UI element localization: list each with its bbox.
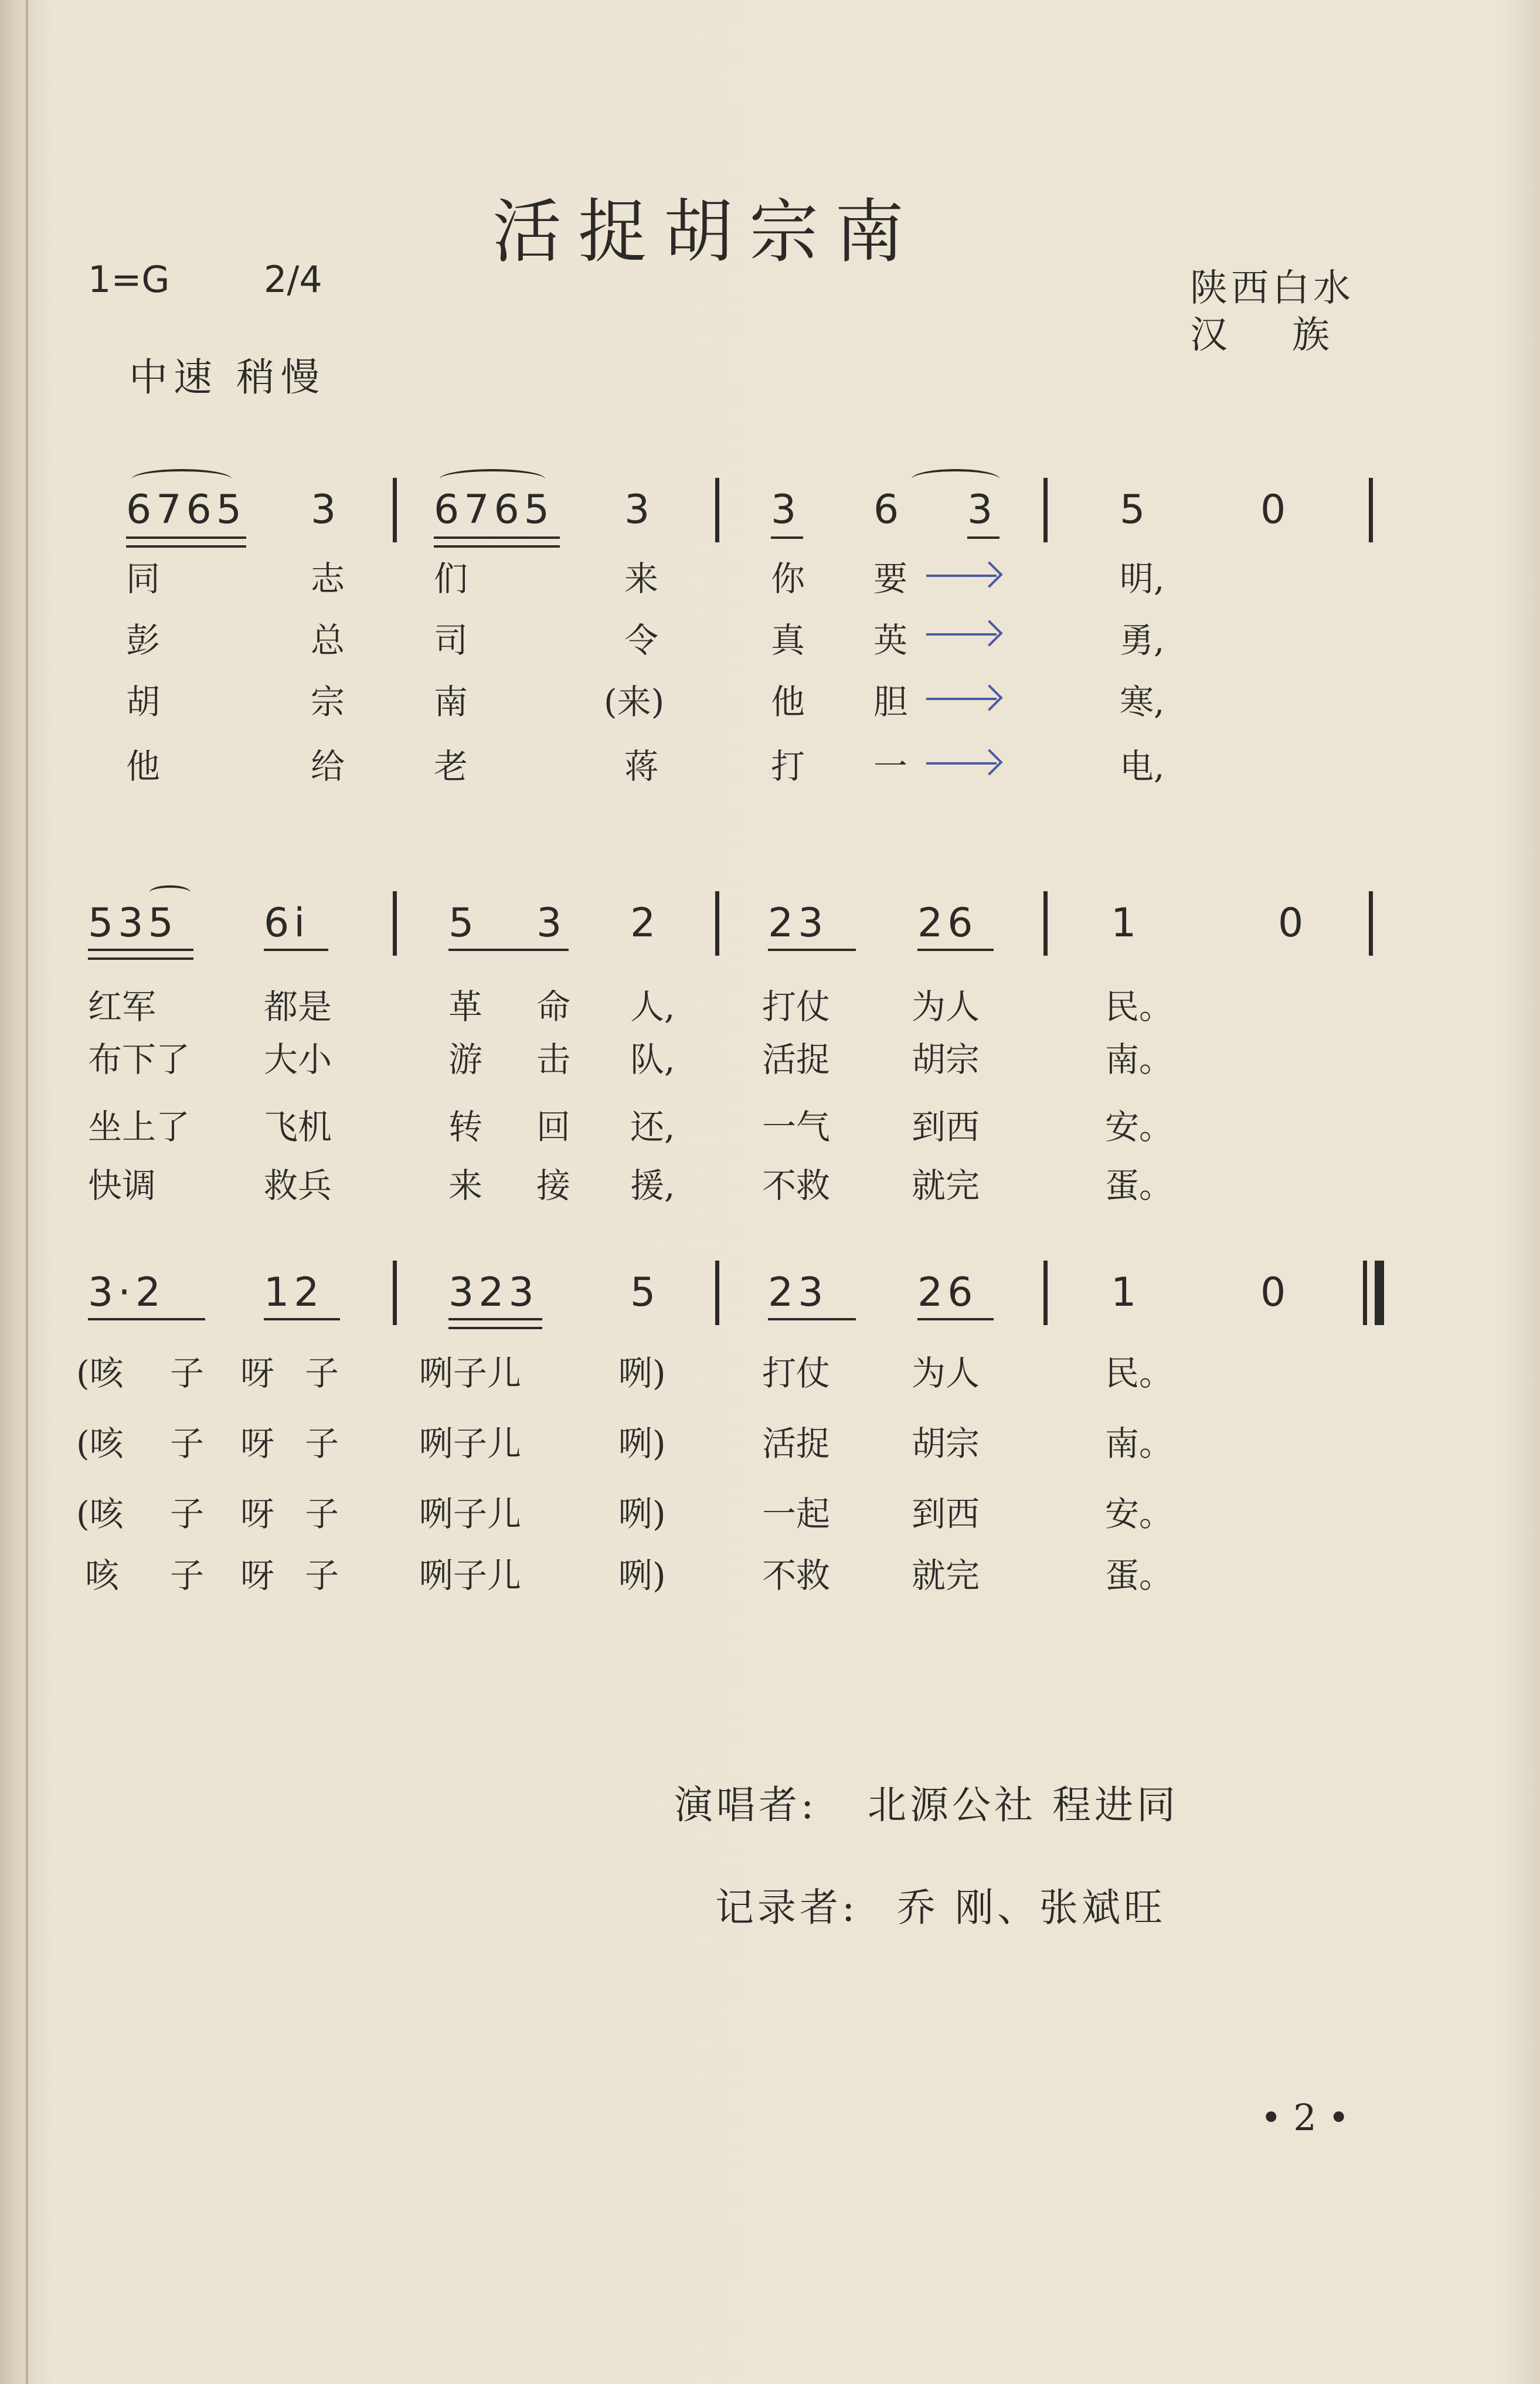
bar-line <box>393 478 397 542</box>
note-group: 0 <box>1278 900 1308 946</box>
page-number: • 2 • <box>1260 2096 1350 2139</box>
duration-underline <box>967 536 1000 539</box>
lyric: 人, <box>630 987 675 1027</box>
song-origin: 陕西白水 <box>1190 267 1354 310</box>
note-group: 6765 <box>126 487 247 533</box>
duration-underline <box>264 949 328 951</box>
bar-line <box>1043 478 1048 542</box>
bar-line <box>393 1261 397 1325</box>
lyric: 坐上了 <box>88 1107 191 1147</box>
bar-line <box>1369 478 1373 542</box>
slur-mark <box>440 469 545 489</box>
slur-mark <box>912 469 1000 489</box>
slur-mark <box>149 885 191 899</box>
note-group: 26 <box>917 1269 978 1316</box>
note-group: 0 <box>1260 487 1291 533</box>
lyric: 民。 <box>1105 1353 1174 1393</box>
duration-underline <box>768 1318 856 1320</box>
lyric: 咧子儿 <box>419 1424 522 1463</box>
lyric: 来 <box>624 559 659 599</box>
lyric: 子 <box>170 1494 205 1534</box>
lyric: 电, <box>1120 746 1165 786</box>
note-group: 26 <box>917 900 978 946</box>
lyric: 宗 <box>311 682 345 722</box>
lyric: (来) <box>604 682 665 722</box>
lyric: 呀 <box>240 1556 275 1595</box>
lyric: 蛋。 <box>1105 1166 1174 1205</box>
note-group: 3·2 <box>88 1269 166 1316</box>
lyric: 援, <box>630 1166 675 1205</box>
lyric: 咧子儿 <box>419 1556 522 1595</box>
lyric: 子 <box>305 1494 339 1534</box>
lyric: 活捉 <box>762 1424 831 1463</box>
lyric: 南。 <box>1105 1040 1174 1079</box>
lyric: 打 <box>771 746 805 786</box>
duration-underline <box>917 1318 994 1320</box>
lyric: 快调 <box>88 1166 157 1205</box>
lyric: 呀 <box>240 1424 275 1463</box>
lyric: 你 <box>771 559 805 599</box>
lyric: 活捉 <box>762 1040 831 1079</box>
note-group: 3 <box>624 487 655 533</box>
note-group: 23 <box>768 900 828 946</box>
lyric: 大小 <box>264 1040 332 1079</box>
lyric: 就完 <box>912 1556 980 1595</box>
melisma-arrow <box>926 762 997 765</box>
duration-underline <box>448 949 569 951</box>
time-signature: 2/4 <box>264 258 322 301</box>
lyric: 接 <box>536 1166 571 1205</box>
lyric: 寒, <box>1120 682 1165 722</box>
note-group: 1 <box>1111 900 1141 946</box>
lyric: 子 <box>170 1424 205 1463</box>
lyric: (咳 <box>76 1353 124 1393</box>
bar-line <box>1043 891 1048 956</box>
lyric: 民。 <box>1105 987 1174 1027</box>
lyric: 转 <box>448 1107 483 1147</box>
lyric: 飞机 <box>264 1107 332 1147</box>
lyric: 不救 <box>762 1166 831 1205</box>
lyric: 子 <box>305 1424 339 1463</box>
duration-underline <box>917 949 994 951</box>
note-group: 6i <box>264 900 310 946</box>
note-group: 323 <box>448 1269 539 1316</box>
lyric: 子 <box>305 1353 339 1393</box>
lyric: 救兵 <box>264 1166 332 1205</box>
note-group: 3 <box>771 487 801 533</box>
song-title: 活捉胡宗南 <box>492 191 921 272</box>
lyric: 给 <box>311 746 345 786</box>
lyric: 南 <box>434 682 468 722</box>
lyric: 要 <box>873 559 908 599</box>
key-signature: 1=G <box>88 258 170 301</box>
lyric: 打仗 <box>762 1353 831 1393</box>
lyric: 游 <box>448 1040 483 1079</box>
note-group: 6765 <box>434 487 555 533</box>
lyric: 到西 <box>912 1107 980 1147</box>
melisma-arrow <box>926 575 997 577</box>
tempo-marking: 中速 稍慢 <box>129 355 325 400</box>
lyric: 就完 <box>912 1166 980 1205</box>
lyric: 到西 <box>912 1494 980 1534</box>
bar-line <box>715 478 719 542</box>
lyric: 安。 <box>1105 1494 1174 1534</box>
lyric: 咧子儿 <box>419 1353 522 1393</box>
duration-underline <box>126 545 246 548</box>
final-bar-line-thin <box>1363 1261 1367 1325</box>
note-group: 3 <box>536 900 567 946</box>
singer-name: 北源公社 程进同 <box>868 1782 1179 1828</box>
lyric: 红军 <box>88 987 157 1027</box>
lyric: 胡 <box>126 682 161 722</box>
singer-label: 演唱者: <box>674 1782 818 1828</box>
note-group: 6 <box>873 487 904 533</box>
note-group: 535 <box>88 900 178 946</box>
lyric: 呀 <box>240 1353 275 1393</box>
bar-line <box>715 1261 719 1325</box>
lyric: 命 <box>536 987 571 1027</box>
lyric: 咳 <box>85 1556 120 1595</box>
lyric: 一气 <box>762 1107 831 1147</box>
lyric: 勇, <box>1120 620 1165 660</box>
lyric: 他 <box>126 746 161 786</box>
lyric: 他 <box>771 682 805 722</box>
duration-underline <box>771 536 803 539</box>
recorder-names: 乔 刚、张斌旺 <box>897 1885 1166 1930</box>
note-group: 2 <box>630 900 661 946</box>
slur-mark <box>132 469 232 489</box>
lyric: 蛋。 <box>1105 1556 1174 1595</box>
lyric: 一 <box>873 746 908 786</box>
duration-underline <box>448 1327 542 1329</box>
lyric: 子 <box>305 1556 339 1595</box>
duration-underline <box>434 536 560 539</box>
duration-underline <box>88 1318 205 1320</box>
lyric: 明, <box>1120 559 1165 599</box>
lyric: 打仗 <box>762 987 831 1027</box>
lyric: 咧) <box>618 1424 666 1463</box>
duration-underline <box>448 1318 542 1320</box>
lyric: 们 <box>434 559 468 599</box>
lyric: 志 <box>311 559 345 599</box>
lyric: 咧) <box>618 1494 666 1534</box>
bar-line <box>393 891 397 956</box>
note-group: 12 <box>264 1269 324 1316</box>
lyric: 胡宗 <box>912 1040 980 1079</box>
lyric: 还, <box>630 1107 675 1147</box>
lyric: 总 <box>311 620 345 660</box>
final-bar-line-thick <box>1375 1261 1384 1325</box>
note-group: 23 <box>768 1269 828 1316</box>
ethnic-group: 汉族 <box>1190 314 1394 357</box>
lyric: 安。 <box>1105 1107 1174 1147</box>
duration-underline <box>88 949 193 951</box>
lyric: 呀 <box>240 1494 275 1534</box>
note-group: 5 <box>630 1269 661 1316</box>
lyric: 来 <box>448 1166 483 1205</box>
lyric: 队, <box>630 1040 675 1079</box>
lyric: 司 <box>434 620 468 660</box>
page-spine <box>26 0 28 2384</box>
lyric: (咳 <box>76 1424 124 1463</box>
duration-underline <box>126 536 246 539</box>
lyric: 胆 <box>873 682 908 722</box>
note-group: 3 <box>967 487 998 533</box>
lyric: 革 <box>448 987 483 1027</box>
note-group: 3 <box>311 487 341 533</box>
lyric: 真 <box>771 620 805 660</box>
lyric: 蒋 <box>624 746 659 786</box>
lyric: 彭 <box>126 620 161 660</box>
lyric: 为人 <box>912 987 980 1027</box>
lyric: 咧子儿 <box>419 1494 522 1534</box>
lyric: 子 <box>170 1556 205 1595</box>
note-group: 0 <box>1260 1269 1291 1316</box>
lyric: 回 <box>536 1107 571 1147</box>
lyric: 老 <box>434 746 468 786</box>
lyric: 不救 <box>762 1556 831 1595</box>
lyric: 都是 <box>264 987 332 1027</box>
duration-underline <box>88 957 193 960</box>
bar-line <box>715 891 719 956</box>
lyric: 胡宗 <box>912 1424 980 1463</box>
note-group: 1 <box>1111 1269 1141 1316</box>
bar-line <box>1369 891 1373 956</box>
lyric: 南。 <box>1105 1424 1174 1463</box>
lyric: 英 <box>873 620 908 660</box>
lyric: 子 <box>170 1353 205 1393</box>
lyric: 咧) <box>618 1353 666 1393</box>
duration-underline <box>264 1318 340 1320</box>
lyric: 为人 <box>912 1353 980 1393</box>
melisma-arrow <box>926 698 997 700</box>
lyric: 布下了 <box>88 1040 191 1079</box>
recorder-label: 记录者: <box>715 1885 859 1930</box>
note-group: 5 <box>448 900 479 946</box>
lyric: 击 <box>536 1040 571 1079</box>
lyric: 一起 <box>762 1494 831 1534</box>
lyric: 咧) <box>618 1556 666 1595</box>
bar-line <box>1043 1261 1048 1325</box>
lyric: 同 <box>126 559 161 599</box>
duration-underline <box>768 949 856 951</box>
duration-underline <box>434 545 560 548</box>
melisma-arrow <box>926 633 997 636</box>
lyric: (咳 <box>76 1494 124 1534</box>
lyric: 令 <box>624 620 659 660</box>
note-group: 5 <box>1120 487 1150 533</box>
